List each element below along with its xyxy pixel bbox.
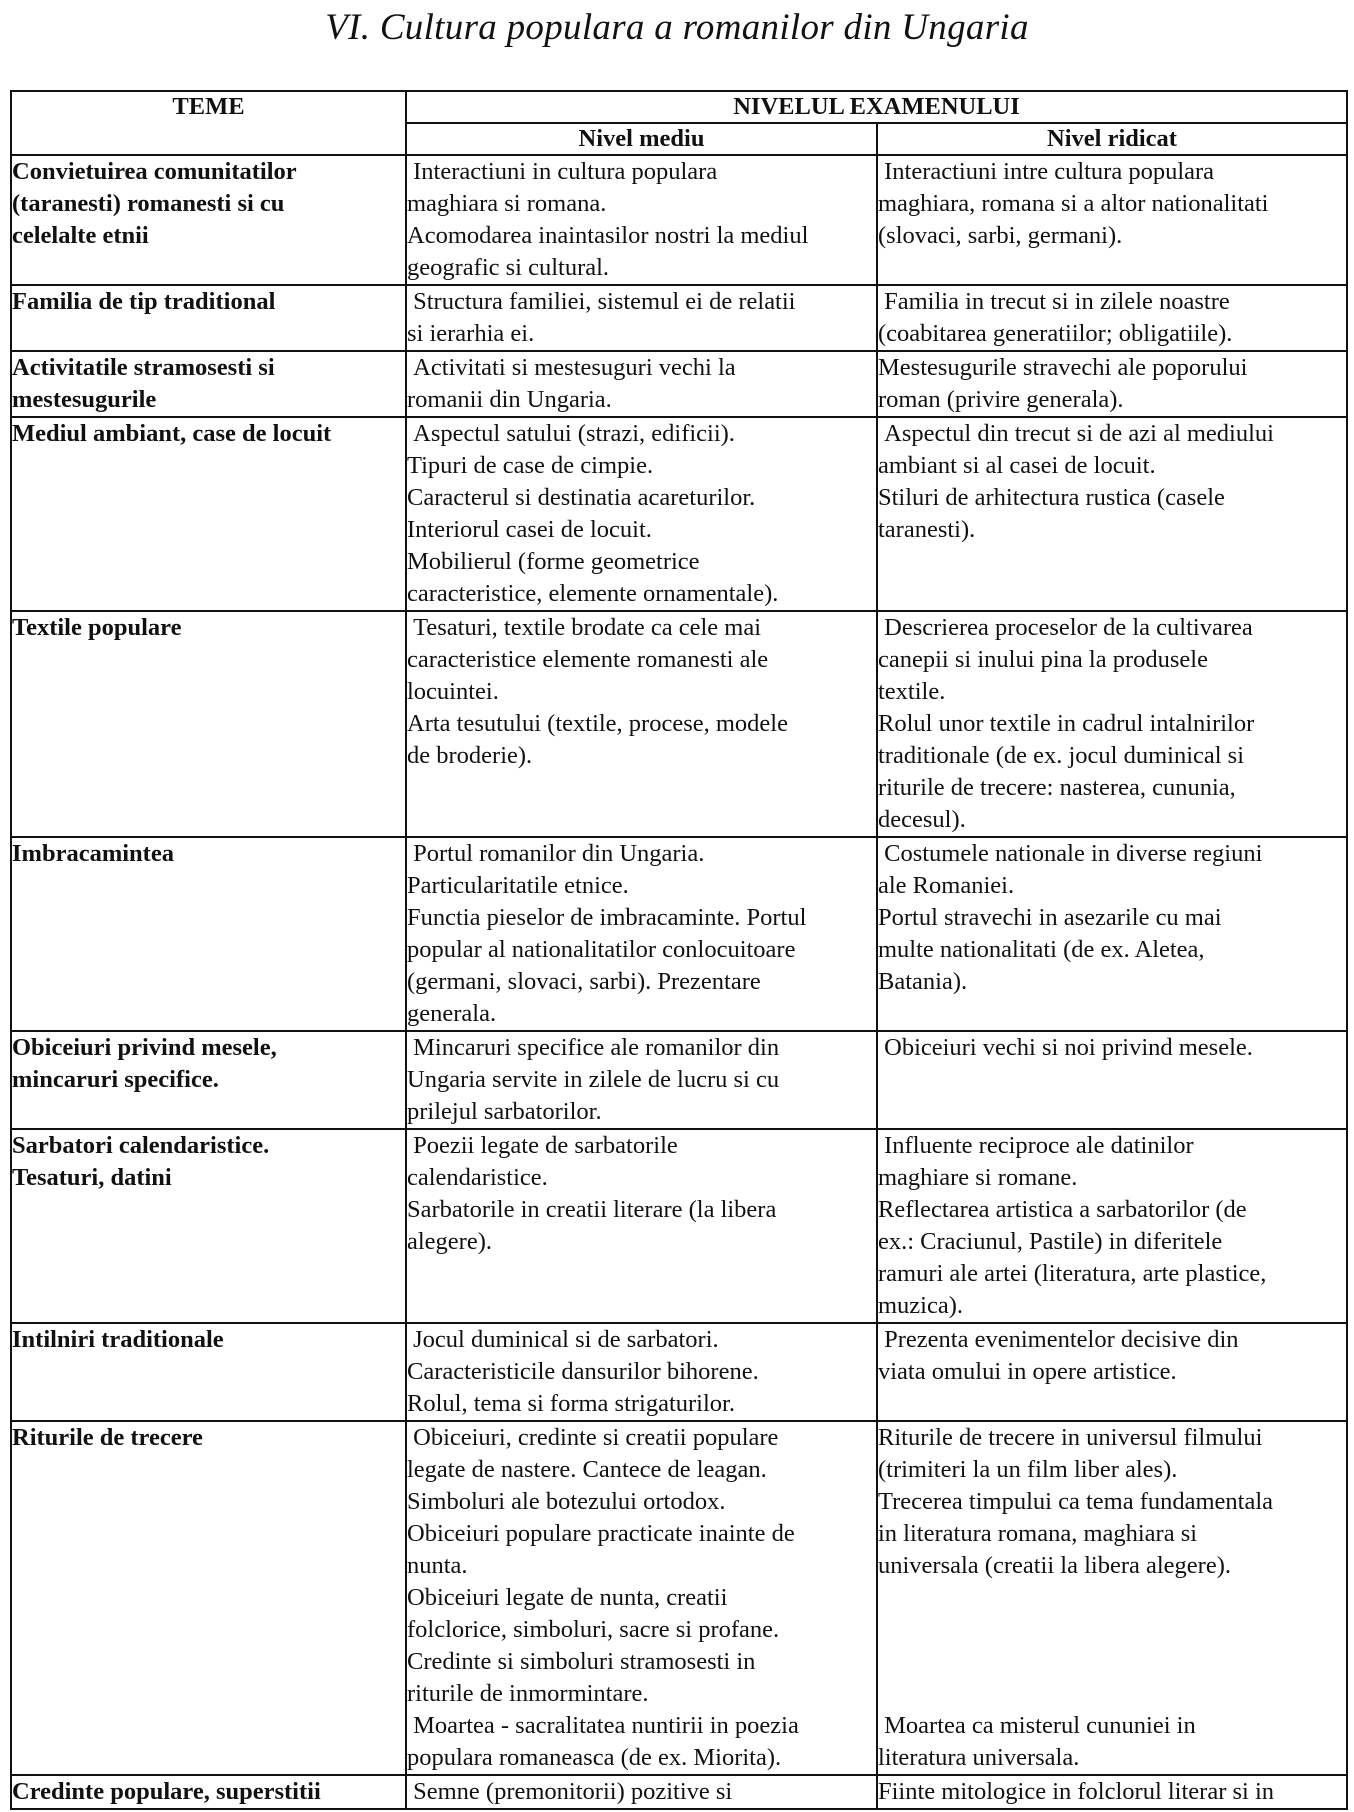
nivel-mediu-cell-line: riturile de inmormintare. — [407, 1680, 649, 1707]
nivel-ridicat-cell — [877, 351, 1347, 417]
tema-cell — [11, 1775, 406, 1809]
nivel-mediu-cell-line: alegere). — [407, 1228, 492, 1255]
tema-cell-line: Sarbatori calendaristice. — [12, 1132, 270, 1159]
table-row — [11, 837, 1347, 1031]
nivel-ridicat-cell-line: viata omului in opere artistice. — [878, 1358, 1177, 1385]
nivel-mediu-cell — [406, 351, 877, 417]
nivel-mediu-cell-line: prilejul sarbatorilor. — [407, 1098, 602, 1125]
tema-cell — [11, 1323, 406, 1421]
tema-cell-line: Imbracamintea — [12, 840, 174, 867]
tema-cell-line: mestesugurile — [12, 386, 157, 413]
nivel-mediu-cell-line: Structura familiei, sistemul ei de relatii — [407, 288, 796, 315]
nivel-ridicat-cell-line: Familia in trecut si in zilele noastre — [878, 288, 1230, 315]
nivel-ridicat-cell-line: ramuri ale artei (literatura, arte plastice, — [878, 1260, 1267, 1287]
nivel-mediu-cell-line: Simboluri ale botezului ortodox. — [407, 1488, 726, 1515]
nivel-mediu-cell — [406, 837, 877, 1031]
nivel-mediu-cell-line: Obiceiuri legate de nunta, creatii — [407, 1584, 728, 1611]
tema-cell-line: Riturile de trecere — [12, 1424, 203, 1451]
nivel-mediu-cell-line: de broderie). — [407, 742, 533, 769]
nivel-ridicat-cell-line: Moartea ca misterul cununiei in — [878, 1712, 1196, 1739]
nivel-mediu-cell — [406, 417, 877, 611]
nivel-mediu-cell-line: Obiceiuri, credinte si creatii populare — [407, 1424, 779, 1451]
nivel-mediu-cell — [406, 1775, 877, 1809]
nivel-ridicat-cell-line — [878, 1678, 1346, 1710]
nivel-mediu-cell — [406, 155, 877, 285]
tema-cell-line: Textile populare — [12, 614, 182, 641]
nivel-mediu-cell-line: popular al nationalitatilor conlocuitoare — [407, 936, 796, 963]
nivel-ridicat-cell — [877, 285, 1347, 351]
nivel-mediu-cell-line: si ierarhia ei. — [407, 320, 535, 347]
nivel-ridicat-cell-line: in literatura romana, maghiara si — [878, 1520, 1198, 1547]
nivel-mediu-cell-line: folclorice, simboluri, sacre si profane. — [407, 1616, 780, 1643]
table-row — [11, 1775, 1347, 1809]
nivel-mediu-cell-line: populara romaneasca (de ex. Miorita). — [407, 1744, 782, 1771]
nivel-ridicat-cell-line: Riturile de trecere in universul filmului — [878, 1424, 1263, 1451]
header-nivel-mediu: Nivel mediu — [406, 123, 877, 155]
nivel-mediu-cell-line: caracteristice elemente romanesti ale — [407, 646, 769, 673]
nivel-ridicat-cell-line: roman (privire generala). — [878, 386, 1124, 413]
page-title: VI. Cultura populara a romanilor din Ungaria — [325, 7, 1029, 48]
nivel-ridicat-cell — [877, 417, 1347, 611]
nivel-mediu-cell-line: Aspectul satului (strazi, edificii). — [407, 420, 735, 447]
table-row — [11, 1031, 1347, 1129]
nivel-ridicat-cell-line — [878, 1614, 1346, 1646]
nivel-mediu-cell-line: Ungaria servite in zilele de lucru si cu — [407, 1066, 780, 1093]
tema-cell-line: Tesaturi, datini — [12, 1164, 172, 1191]
nivel-mediu-cell-line: Credinte si simboluri stramosesti in — [407, 1648, 756, 1675]
table-row — [11, 1323, 1347, 1421]
table-row — [11, 155, 1347, 285]
nivel-mediu-cell-line: Poezii legate de sarbatorile — [407, 1132, 678, 1159]
nivel-ridicat-cell-line: ale Romaniei. — [878, 872, 1015, 899]
nivel-ridicat-cell-line: riturile de trecere: nasterea, cununia, — [878, 774, 1236, 801]
tema-cell-line: Familia de tip traditional — [12, 288, 276, 315]
tema-cell — [11, 611, 406, 837]
nivel-mediu-cell-line: generala. — [407, 1000, 497, 1027]
nivel-ridicat-cell — [877, 1775, 1347, 1809]
nivel-mediu-cell — [406, 1031, 877, 1129]
nivel-ridicat-cell — [877, 1129, 1347, 1323]
nivel-ridicat-cell-line: Interactiuni intre cultura populara — [878, 158, 1215, 185]
nivel-ridicat-cell-line: literatura universala. — [878, 1744, 1080, 1771]
tema-cell — [11, 1421, 406, 1775]
table-body — [11, 155, 1347, 1809]
nivel-mediu-cell-line: Caracterul si destinatia acareturilor. — [407, 484, 756, 511]
nivel-ridicat-cell-line: traditionale (de ex. jocul duminical si — [878, 742, 1245, 769]
nivel-ridicat-cell-line: ambiant si al casei de locuit. — [878, 452, 1156, 479]
header-nivel-ridicat: Nivel ridicat — [877, 123, 1347, 155]
nivel-mediu-cell-line: Activitati si mestesuguri vechi la — [407, 354, 736, 381]
nivel-mediu-cell-line: (germani, slovaci, sarbi). Prezentare — [407, 968, 761, 995]
nivel-ridicat-cell — [877, 837, 1347, 1031]
nivel-ridicat-cell-line — [878, 1582, 1346, 1614]
nivel-mediu-cell-line: calendaristice. — [407, 1164, 548, 1191]
nivel-mediu-cell-line: nunta. — [407, 1552, 468, 1579]
tema-cell-line: mincaruri specifice. — [12, 1066, 219, 1093]
header-nivelul-examenului: NIVELUL EXAMENULUI — [406, 91, 1347, 123]
nivel-ridicat-cell-line: Obiceiuri vechi si noi privind mesele. — [878, 1034, 1253, 1061]
nivel-ridicat-cell — [877, 1031, 1347, 1129]
nivel-mediu-cell-line: Moartea - sacralitatea nuntirii in poezia — [407, 1712, 799, 1739]
nivel-ridicat-cell-line: maghiare si romane. — [878, 1164, 1078, 1191]
nivel-ridicat-cell-line: Portul stravechi in asezarile cu mai — [878, 904, 1222, 931]
tema-cell-line: Convietuirea comunitatilor — [12, 158, 297, 185]
nivel-ridicat-cell-line: Batania). — [878, 968, 968, 995]
nivel-ridicat-cell — [877, 611, 1347, 837]
nivel-mediu-cell-line: Semne (premonitorii) pozitive si — [407, 1778, 733, 1805]
nivel-mediu-cell-line: locuintei. — [407, 678, 499, 705]
nivel-mediu-cell — [406, 611, 877, 837]
nivel-mediu-cell-line: Particularitatile etnice. — [407, 872, 629, 899]
nivel-mediu-cell-line: Rolul, tema si forma strigaturilor. — [407, 1390, 735, 1417]
nivel-mediu-cell — [406, 1129, 877, 1323]
nivel-mediu-cell-line: legate de nastere. Cantece de leagan. — [407, 1456, 767, 1483]
tema-cell — [11, 837, 406, 1031]
nivel-ridicat-cell-line: Mestesugurile stravechi ale poporului — [878, 354, 1248, 381]
nivel-ridicat-cell-line: canepii si inului pina la produsele — [878, 646, 1208, 673]
nivel-mediu-cell-line: Caracteristicile dansurilor bihorene. — [407, 1358, 759, 1385]
nivel-ridicat-cell-line: (coabitarea generatiilor; obligatiile). — [878, 320, 1233, 347]
nivel-ridicat-cell — [877, 1323, 1347, 1421]
tema-cell-line: Intilniri traditionale — [12, 1326, 224, 1353]
table-row — [11, 285, 1347, 351]
nivel-mediu-cell — [406, 285, 877, 351]
nivel-mediu-cell-line: Mincaruri specifice ale romanilor din — [407, 1034, 780, 1061]
nivel-ridicat-cell-line — [878, 1646, 1346, 1678]
nivel-mediu-cell-line: Arta tesutului (textile, procese, modele — [407, 710, 788, 737]
nivel-mediu-cell-line: Mobilierul (forme geometrice — [407, 548, 700, 575]
tema-cell-line: Activitatile stramosesti si — [12, 354, 275, 381]
nivel-mediu-cell-line: Obiceiuri populare practicate inainte de — [407, 1520, 795, 1547]
tema-cell — [11, 285, 406, 351]
nivel-ridicat-cell-line: Reflectarea artistica a sarbatorilor (de — [878, 1196, 1247, 1223]
nivel-mediu-cell-line: Functia pieselor de imbracaminte. Portul — [407, 904, 807, 931]
nivel-mediu-cell — [406, 1421, 877, 1775]
tema-cell-line: Credinte populare, superstitii — [12, 1778, 321, 1805]
nivel-mediu-cell-line: Tesaturi, textile brodate ca cele mai — [407, 614, 762, 641]
nivel-mediu-cell-line: Jocul duminical si de sarbatori. — [407, 1326, 719, 1353]
nivel-mediu-cell-line: caracteristice, elemente ornamentale). — [407, 580, 779, 607]
nivel-mediu-cell-line: Sarbatorile in creatii literare (la libera — [407, 1196, 777, 1223]
tema-cell — [11, 155, 406, 285]
nivel-ridicat-cell-line: ex.: Craciunul, Pastile) in diferitele — [878, 1228, 1223, 1255]
nivel-ridicat-cell — [877, 155, 1347, 285]
nivel-ridicat-cell-line: decesul). — [878, 806, 966, 833]
table-row — [11, 351, 1347, 417]
tema-cell-line: (taranesti) romanesti si cu — [12, 190, 285, 217]
nivel-ridicat-cell-line: Fiinte mitologice in folclorul literar si in — [878, 1778, 1275, 1805]
tema-cell-line: Mediul ambiant, case de locuit — [12, 420, 332, 447]
tema-cell — [11, 417, 406, 611]
nivel-mediu-cell-line: Interactiuni in cultura populara — [407, 158, 718, 185]
nivel-mediu-cell-line: Acomodarea inaintasilor nostri la mediul — [407, 222, 809, 249]
nivel-mediu-cell-line: geografic si cultural. — [407, 254, 610, 281]
nivel-ridicat-cell-line: Prezenta evenimentelor decisive din — [878, 1326, 1239, 1353]
nivel-ridicat-cell-line: maghiara, romana si a altor nationalitati — [878, 190, 1269, 217]
nivel-ridicat-cell-line: Trecerea timpului ca tema fundamentala — [878, 1488, 1274, 1515]
nivel-mediu-cell-line: Tipuri de case de cimpie. — [407, 452, 654, 479]
table-row — [11, 611, 1347, 837]
nivel-ridicat-cell-line: (trimiteri la un film liber ales). — [878, 1456, 1178, 1483]
tema-cell-line: Obiceiuri privind mesele, — [12, 1034, 277, 1061]
nivel-ridicat-cell-line: Descrierea proceselor de la cultivarea — [878, 614, 1253, 641]
nivel-ridicat-cell-line: Influente reciproce ale datinilor — [878, 1132, 1194, 1159]
nivel-ridicat-cell-line: taranesti). — [878, 516, 976, 543]
header-teme: TEME — [11, 91, 406, 155]
nivel-ridicat-cell-line: Stiluri de arhitectura rustica (casele — [878, 484, 1225, 511]
nivel-mediu-cell-line: Portul romanilor din Ungaria. — [407, 840, 705, 867]
nivel-ridicat-cell-line: Aspectul din trecut si de azi al mediului — [878, 420, 1274, 447]
nivel-ridicat-cell-line: muzica). — [878, 1292, 964, 1319]
table-row — [11, 417, 1347, 611]
nivel-mediu-cell — [406, 1323, 877, 1421]
curriculum-table — [10, 90, 1348, 1810]
nivel-mediu-cell-line: romanii din Ungaria. — [407, 386, 612, 413]
nivel-ridicat-cell-line: multe nationalitati (de ex. Aletea, — [878, 936, 1205, 963]
table-row — [11, 1421, 1347, 1775]
nivel-mediu-cell-line: Interiorul casei de locuit. — [407, 516, 652, 543]
nivel-ridicat-cell-line: universala (creatii la libera alegere). — [878, 1552, 1231, 1579]
nivel-ridicat-cell-line: Costumele nationale in diverse regiuni — [878, 840, 1263, 867]
nivel-ridicat-cell-line: (slovaci, sarbi, germani). — [878, 222, 1123, 249]
nivel-ridicat-cell-line: textile. — [878, 678, 946, 705]
tema-cell — [11, 1031, 406, 1129]
tema-cell-line: celelalte etnii — [12, 222, 149, 249]
nivel-ridicat-cell-line: Rolul unor textile in cadrul intalnirilor — [878, 710, 1255, 737]
table-row — [11, 1129, 1347, 1323]
tema-cell — [11, 351, 406, 417]
nivel-ridicat-cell — [877, 1421, 1347, 1775]
nivel-mediu-cell-line: maghiara si romana. — [407, 190, 607, 217]
tema-cell — [11, 1129, 406, 1323]
